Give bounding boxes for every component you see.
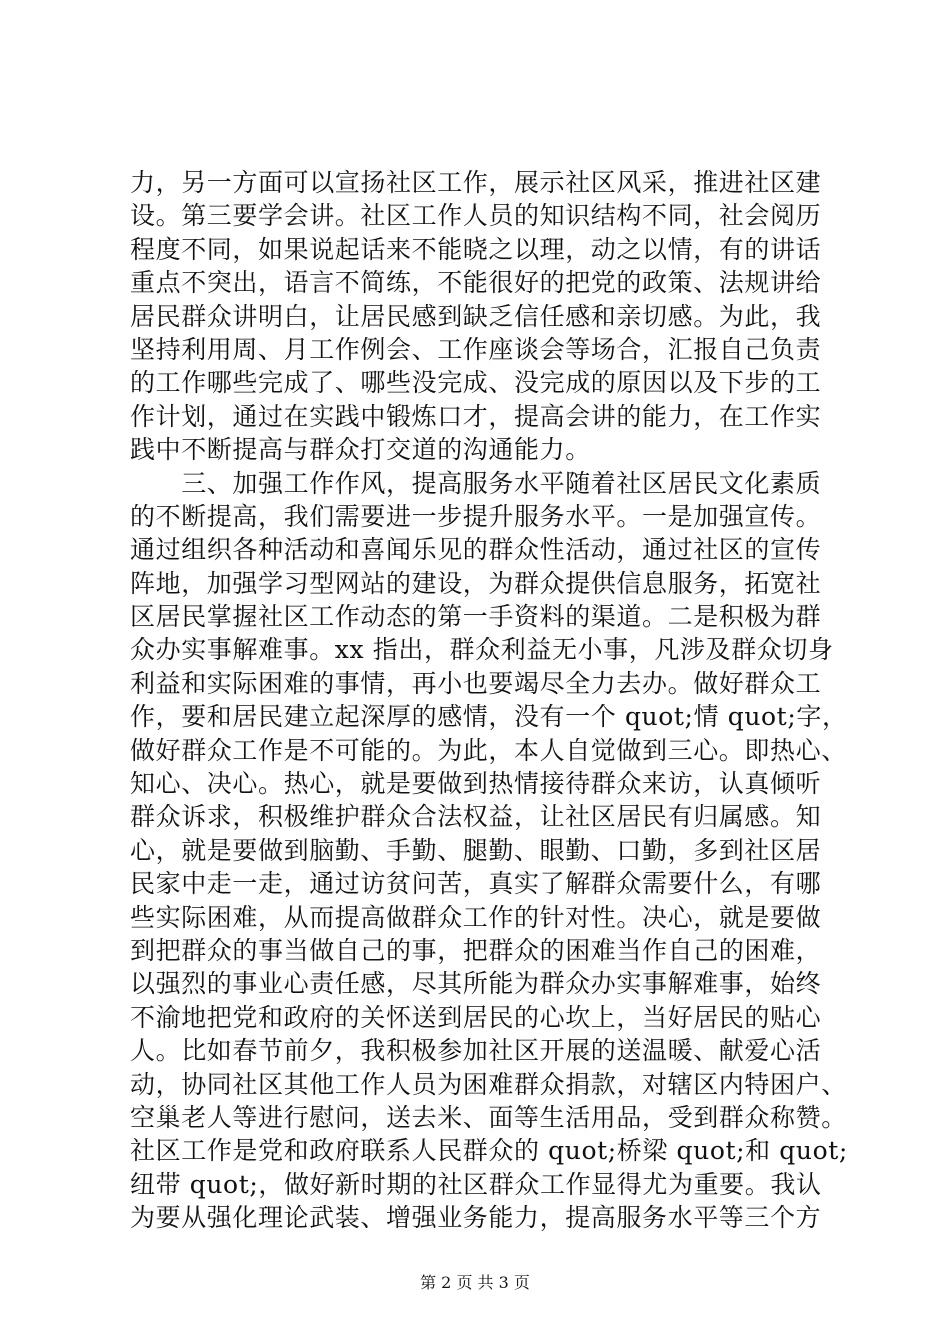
text-line: 居民群众讲明白，让居民感到缺乏信任感和亲切感。为此，我	[130, 301, 822, 331]
text-line: 重点不突出，语言不简练，不能很好的把党的政策、法规讲给	[130, 268, 822, 298]
text-line: 社区工作是党和政府联系人民群众的 quot;桥梁 quot;和 quot;	[130, 1136, 848, 1166]
body-text	[130, 166, 850, 1235]
text-line: 的不断提高，我们需要进一步提升服务水平。一是加强宣传。	[130, 501, 822, 531]
text-line: 心，就是要做到脑勤、手勤、腿勤、眼勤、口勤，多到社区居	[130, 835, 822, 865]
text-line: 人。比如春节前夕，我积极参加社区开展的送温暖、献爱心活	[130, 1036, 822, 1066]
text-line: 区居民掌握社区工作动态的第一手资料的渠道。二是积极为群	[130, 602, 822, 632]
text-line: 作计划，通过在实践中锻炼口才，提高会讲的能力，在工作实	[130, 401, 822, 431]
text-line: 纽带 quot;，做好新时期的社区群众工作显得尤为重要。我认	[130, 1169, 822, 1199]
text-line: 动，协同社区其他工作人员为困难群众捐款，对辖区内特困户、	[130, 1069, 847, 1099]
text-line: 坚持利用周、月工作例会、工作座谈会等场合，汇报自己负责	[130, 334, 822, 364]
text-line: 不渝地把党和政府的关怀送到居民的心坎上，当好居民的贴心	[130, 1002, 822, 1032]
text-line: 通过组织各种活动和喜闻乐见的群众性活动，通过社区的宣传	[130, 535, 822, 565]
text-line: 设。第三要学会讲。社区工作人员的知识结构不同，社会阅历	[130, 201, 822, 231]
text-line: 力，另一方面可以宣扬社区工作，展示社区风采，推进社区建	[130, 168, 822, 197]
text-line: 些实际困难，从而提高做群众工作的针对性。决心，就是要做	[130, 902, 822, 932]
text-line: 知心、决心。热心，就是要做到热情接待群众来访，认真倾听	[130, 769, 822, 799]
text-line: 空巢老人等进行慰问，送去米、面等生活用品，受到群众称赞。	[130, 1102, 847, 1132]
page-footer: 第 2 页 共 3 页	[420, 1273, 530, 1292]
text-line: 践中不断提高与群众打交道的沟通能力。	[130, 435, 591, 465]
text-line: 程度不同，如果说起话来不能晓之以理，动之以情，有的讲话	[130, 234, 822, 264]
text-line: 的工作哪些完成了、哪些没完成、没完成的原因以及下步的工	[130, 368, 822, 398]
text-line: 三、加强工作作风，提高服务水平随着社区居民文化素质	[130, 468, 822, 498]
text-line: 众办实事解难事。xx 指出，群众利益无小事，凡涉及群众切身	[130, 635, 834, 665]
text-line: 利益和实际困难的事情，再小也要竭尽全力去办。做好群众工	[130, 668, 822, 698]
text-line: 群众诉求，积极维护群众合法权益，让社区居民有归属感。知	[130, 802, 822, 832]
text-line: 作，要和居民建立起深厚的感情，没有一个 quot;情 quot;字，	[130, 702, 848, 732]
text-line: 以强烈的事业心责任感，尽其所能为群众办实事解难事，始终	[130, 969, 822, 999]
text-line: 到把群众的事当做自己的事，把群众的困难当作自己的困难，	[130, 935, 822, 965]
text-line: 做好群众工作是不可能的。为此，本人自觉做到三心。即热心、	[130, 735, 847, 765]
text-line: 阵地，加强学习型网站的建设，为群众提供信息服务，拓宽社	[130, 568, 822, 598]
text-line: 民家中走一走，通过访贫问苦，真实了解群众需要什么，有哪	[130, 869, 822, 899]
text-line: 为要从强化理论武装、增强业务能力，提高服务水平等三个方	[130, 1203, 822, 1233]
